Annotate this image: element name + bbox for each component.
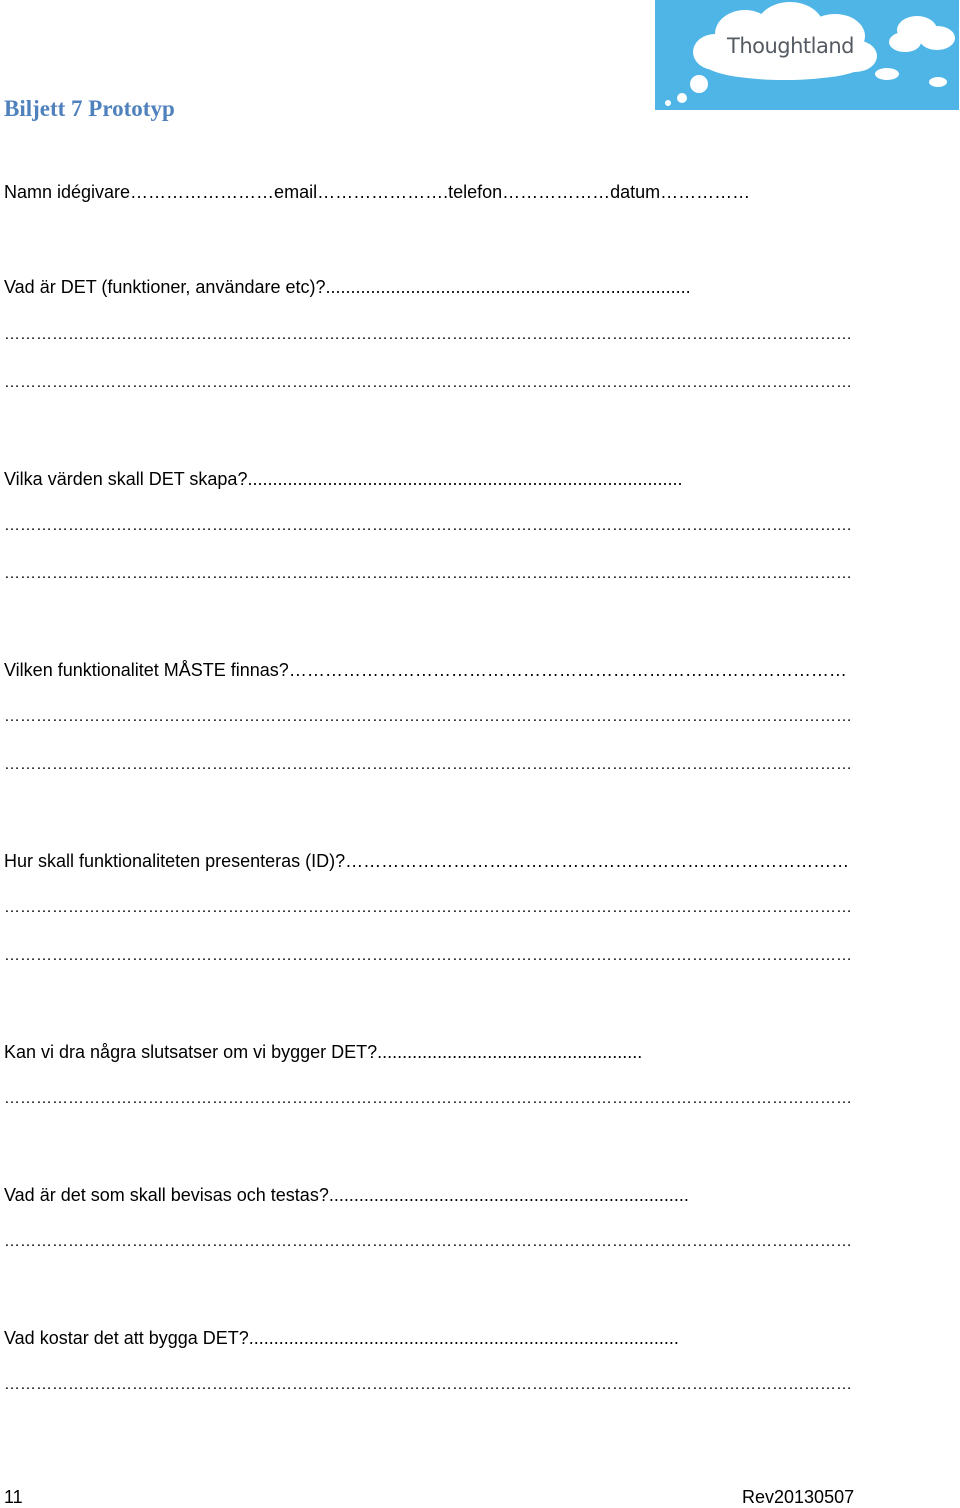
answer-line: …………………………………………………………………………………………………………………………………………… — [4, 756, 852, 773]
answer-line: …………………………………………………………………………………………………………………………………………… — [4, 1376, 852, 1393]
answer-line: …………………………………………………………………………………………………………………………………………… — [4, 947, 852, 964]
page-number: 11 — [4, 1487, 23, 1507]
answer-line: …………………………………………………………………………………………………………………………………………… — [4, 708, 852, 725]
answer-line: …………………………………………………………………………………………………………………………………………… — [4, 374, 852, 391]
revision-label: Rev20130507 — [742, 1487, 855, 1507]
question-conclusions: Kan vi dra några slutsatser om vi bygger DET?..................................................... — [4, 1042, 643, 1062]
question-presentation: Hur skall funktionaliteten presenteras (ID)?………………………………………………………………………… — [4, 851, 850, 871]
answer-line: …………………………………………………………………………………………………………………………………………… — [4, 326, 852, 343]
answer-line: …………………………………………………………………………………………………………………………………………… — [4, 565, 852, 582]
answer-line: …………………………………………………………………………………………………………………………………………… — [4, 1233, 852, 1250]
question-prove-test: Vad är det som skall bevisas och testas?........................................................................ — [4, 1185, 689, 1205]
answer-line: …………………………………………………………………………………………………………………………………………… — [4, 517, 852, 534]
question-cost: Vad kostar det att bygga DET?...................................................................................... — [4, 1328, 679, 1348]
question-must-functionality: Vilken funktionalitet MÅSTE finnas?………………………………………………………………………………… — [4, 660, 847, 680]
thoughtland-logo — [655, 0, 959, 110]
answer-line: …………………………………………………………………………………………………………………………………………… — [4, 899, 852, 916]
logo-text: Thoughtland — [727, 34, 855, 58]
idea-owner-line: Namn idégivare……………………email………………….telefon………………datum…………… — [4, 182, 751, 202]
page-title: Biljett 7 Prototyp — [4, 96, 175, 121]
question-what-is-it: Vad är DET (funktioner, användare etc)?......................................................................... — [4, 277, 691, 297]
question-values: Vilka värden skall DET skapa?....................................................................................... — [4, 469, 683, 489]
answer-line: …………………………………………………………………………………………………………………………………………… — [4, 1090, 852, 1107]
